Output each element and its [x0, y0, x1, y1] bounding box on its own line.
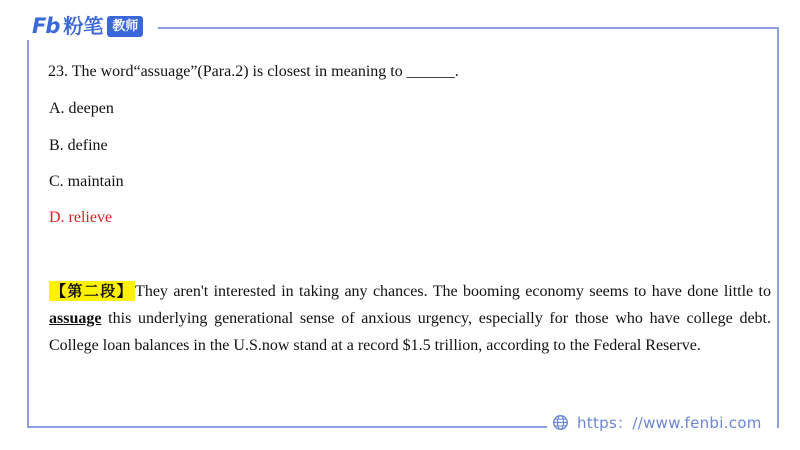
paragraph-tag: 【第二段】	[51, 282, 134, 300]
passage-text-after: this underlying generational sense of anxious urgency, especially for those who have college debt. College loan balances in the U.S.now stand at a record $1.5 trillion, according to the Federal Reserve.	[49, 310, 771, 354]
brand-logo	[32, 13, 143, 39]
passage-keyword: assuage	[49, 310, 102, 327]
frame-bottom-line	[27, 426, 547, 428]
url-text: https：//www.fenbi.com	[577, 413, 762, 432]
logo-mark: Fb	[32, 14, 60, 38]
logo-name: 粉笔	[63, 14, 104, 38]
option-d-answer: D. relieve	[49, 209, 113, 226]
option-c: C. maintain	[49, 173, 124, 190]
passage-paragraph	[49, 278, 771, 359]
frame-right-line	[777, 27, 779, 428]
globe-icon	[552, 414, 569, 431]
frame-left-line	[27, 40, 29, 428]
logo-badge: 教师	[107, 16, 143, 37]
footer-url	[552, 410, 762, 434]
frame-top-line	[158, 27, 779, 29]
option-b: B. define	[49, 137, 108, 154]
option-a: A. deepen	[49, 100, 114, 117]
question-stem: 23. The word“assuage”(Para.2) is closest in meaning to ______.	[48, 63, 459, 80]
passage-text-before: They aren't interested in taking any chances. The booming economy seems to have done little to	[135, 283, 771, 300]
